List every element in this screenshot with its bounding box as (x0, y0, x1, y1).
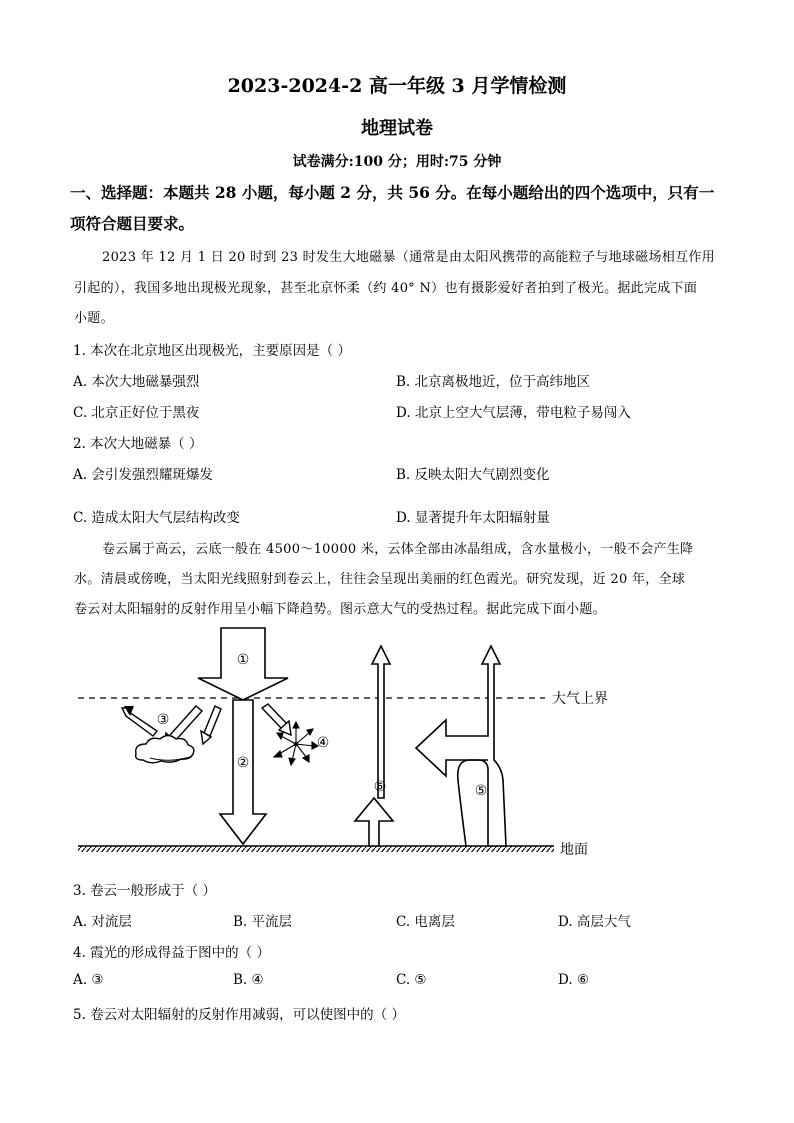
ground-label: 地面 (560, 842, 588, 858)
arrow-4-scattering (262, 704, 287, 728)
exam-subject: 地理试卷 (361, 118, 433, 139)
q4-option-a[interactable]: A. ③ (73, 972, 104, 988)
arrow-2-surface-radiation (220, 700, 266, 844)
passage1-line1: 2023 年 12 月 1 日 20 时到 23 时发生大地磁暴（通常是由太阳风携带的高能粒子与地球磁场相互作用 (102, 250, 715, 265)
passage2-line2: 水。清晨或傍晚，当太阳光线照射到卷云上，往往会呈现出美丽的红色霞光。研究发现，近 20 年，全球 (74, 572, 686, 587)
label-5: ⑤ (474, 783, 488, 799)
arrow-5-counter-radiation (416, 646, 506, 846)
q4-option-b[interactable]: B. ④ (233, 972, 264, 988)
q4-option-c[interactable]: C. ⑤ (396, 972, 427, 988)
q3-stem: 3. 卷云一般形成于（ ） (73, 883, 216, 899)
q2-stem: 2. 本次大地磁暴（ ） (73, 436, 203, 452)
q4-option-d[interactable]: D. ⑥ (558, 972, 590, 988)
arrow-6-ground-radiation (355, 798, 393, 846)
passage2-line3: 卷云对太阳辐射的反射作用呈小幅下降趋势。图示意大气的受热过程。据此完成下面小题。 (74, 602, 607, 617)
q1-option-b[interactable]: B. 北京离极地近，位于高纬地区 (396, 374, 591, 390)
passage1-line3: 小题。 (74, 311, 114, 326)
atmosphere-heating-diagram (0, 620, 794, 865)
q5-stem: 5. 卷云对太阳辐射的反射作用减弱，可以使图中的（ ） (73, 1007, 405, 1023)
section-heading-line2: 项符合题目要求。 (70, 214, 195, 233)
q2-option-a[interactable]: A. 会引发强烈耀斑爆发 (73, 467, 213, 483)
q3-option-c[interactable]: C. 电离层 (396, 914, 455, 930)
q3-option-a[interactable]: A. 对流层 (73, 914, 132, 930)
q1-option-a[interactable]: A. 本次大地磁暴强烈 (73, 374, 200, 390)
q1-option-c[interactable]: C. 北京正好位于黑夜 (73, 405, 200, 421)
q2-option-c[interactable]: C. 造成太阳大气层结构改变 (73, 510, 240, 526)
q2-option-d[interactable]: D. 显著提升年太阳辐射量 (396, 510, 550, 526)
label-1: ① (236, 652, 250, 668)
atmosphere-top-label: 大气上界 (552, 691, 608, 707)
q4-stem: 4. 霞光的形成得益于图中的（ ） (73, 945, 270, 961)
label-3: ③ (156, 712, 170, 728)
q3-option-b[interactable]: B. 平流层 (233, 914, 293, 930)
section-heading-line1: 一、选择题：本题共 28 小题，每小题 2 分，共 56 分。在每小题给出的四个选项中，只有一 (70, 183, 715, 202)
passage2-line1: 卷云属于高云，云底一般在 4500～10000 米，云体全部由冰晶组成，含水量极小，一般不会产生降 (102, 542, 694, 557)
q3-option-d[interactable]: D. 高层大气 (558, 914, 631, 930)
exam-title: 2023-2024-2 高一年级 3 月学情检测 (227, 75, 567, 97)
label-6: ⑥ (373, 779, 387, 795)
q1-stem: 1. 本次在北京地区出现极光，主要原因是（ ） (73, 343, 351, 359)
passage1-line2: 引起的），我国多地出现极光现象，甚至北京怀柔（约 40° N）也有摄影爱好者拍到了极光。据此完成下面 (74, 281, 698, 296)
label-2: ② (236, 755, 250, 771)
ground-hatch (78, 846, 554, 852)
arrow-3-reflection (122, 708, 157, 736)
exam-meta: 试卷满分:100 分；用时:75 分钟 (292, 154, 502, 170)
label-4: ④ (316, 735, 330, 751)
q1-option-d[interactable]: D. 北京上空大气层薄，带电粒子易闯入 (396, 405, 631, 421)
q2-option-b[interactable]: B. 反映太阳大气剧烈变化 (396, 467, 550, 483)
